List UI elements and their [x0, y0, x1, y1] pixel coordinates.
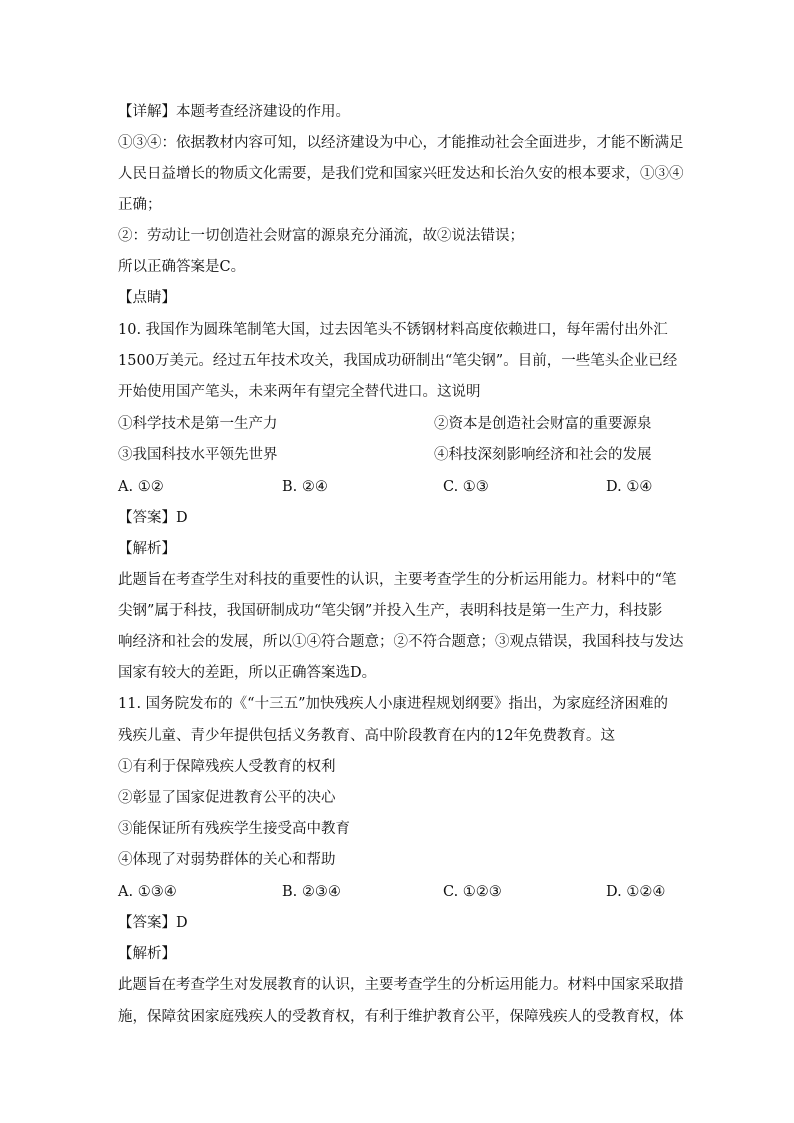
analysis-line: 响经济和社会的发展，所以①④符合题意；②不符合题意；③观点错误，我国科技与发达	[118, 634, 684, 650]
point-heading: 【点睛】	[118, 290, 176, 306]
statement-item: ③我国科技水平领先世界	[118, 447, 278, 463]
detail-line: ①③④：依据教材内容可知，以经济建设为中心，才能推动社会全面进步，才能不断满足	[118, 135, 684, 151]
detail-line: 人民日益增长的物质文化需要，是我们党和国家兴旺发达和长治久安的根本要求，①③④	[118, 166, 684, 182]
question-stem-line: 10. 我国作为圆珠笔制笔大国，过去因笔头不锈钢材料高度依赖进口，每年需付出外汇	[118, 322, 668, 338]
statement-item: ②彰显了国家促进教育公平的决心	[118, 790, 336, 806]
analysis-line: 国家有较大的差距，所以正确答案选D。	[118, 665, 377, 681]
statement-item: ④体现了对弱势群体的关心和帮助	[118, 852, 336, 868]
answer-option-d: D. ①④	[606, 479, 653, 495]
detail-line: ②：劳动让一切创造社会财富的源泉充分涌流，故②说法错误；	[118, 228, 524, 244]
analysis-line: 此题旨在考查学生对科技的重要性的认识，主要考查学生的分析运用能力。材料中的“笔	[118, 572, 677, 588]
detail-line: 所以正确答案是C。	[118, 259, 246, 275]
statement-item: ②资本是创造社会财富的重要源泉	[434, 416, 652, 432]
answer-line: 【答案】D	[118, 510, 188, 526]
analysis-line: 尖钢”属于科技，我国研制成功“笔尖钢”并投入生产，表明科技是第一生产力，科技影	[118, 603, 663, 619]
answer-option-b: B. ②③④	[282, 884, 341, 900]
answer-option-b: B. ②④	[282, 479, 328, 495]
question-stem-line: 开始使用国产笔头，未来两年有望完全替代进口。这说明	[118, 384, 481, 400]
analysis-heading: 【解析】	[118, 541, 176, 557]
answer-option-a: A. ①②	[118, 479, 164, 495]
answer-option-c: C. ①③	[443, 479, 489, 495]
answer-line: 【答案】D	[118, 915, 188, 931]
statement-item: ①有利于保障残疾人受教育的权利	[118, 759, 336, 775]
question-stem-line: 11. 国务院发布的《“十三五”加快残疾人小康进程规划纲要》指出，为家庭经济困难的	[118, 696, 668, 712]
detail-heading: 【详解】本题考查经济建设的作用。	[118, 104, 350, 120]
answer-option-a: A. ①③④	[118, 884, 177, 900]
question-stem-line: 残疾儿童、青少年提供包括义务教育、高中阶段教育在内的12年免费教育。这	[118, 728, 615, 744]
analysis-heading: 【解析】	[118, 946, 176, 962]
statement-item: ①科学技术是第一生产力	[118, 416, 278, 432]
analysis-line: 施，保障贫困家庭残疾人的受教育权，有利于维护教育公平，保障残疾人的受教育权，体	[118, 1009, 684, 1025]
answer-option-d: D. ①②④	[606, 884, 666, 900]
statement-item: ④科技深刻影响经济和社会的发展	[434, 447, 652, 463]
analysis-line: 此题旨在考查学生对发展教育的认识，主要考查学生的分析运用能力。材料中国家采取措	[118, 977, 684, 993]
question-stem-line: 1500万美元。经过五年技术攻关，我国成功研制出“笔尖钢”。目前，一些笔头企业已经	[118, 353, 678, 369]
statement-item: ③能保证所有残疾学生接受高中教育	[118, 821, 350, 837]
detail-line: 正确；	[118, 197, 162, 213]
answer-option-c: C. ①②③	[443, 884, 502, 900]
